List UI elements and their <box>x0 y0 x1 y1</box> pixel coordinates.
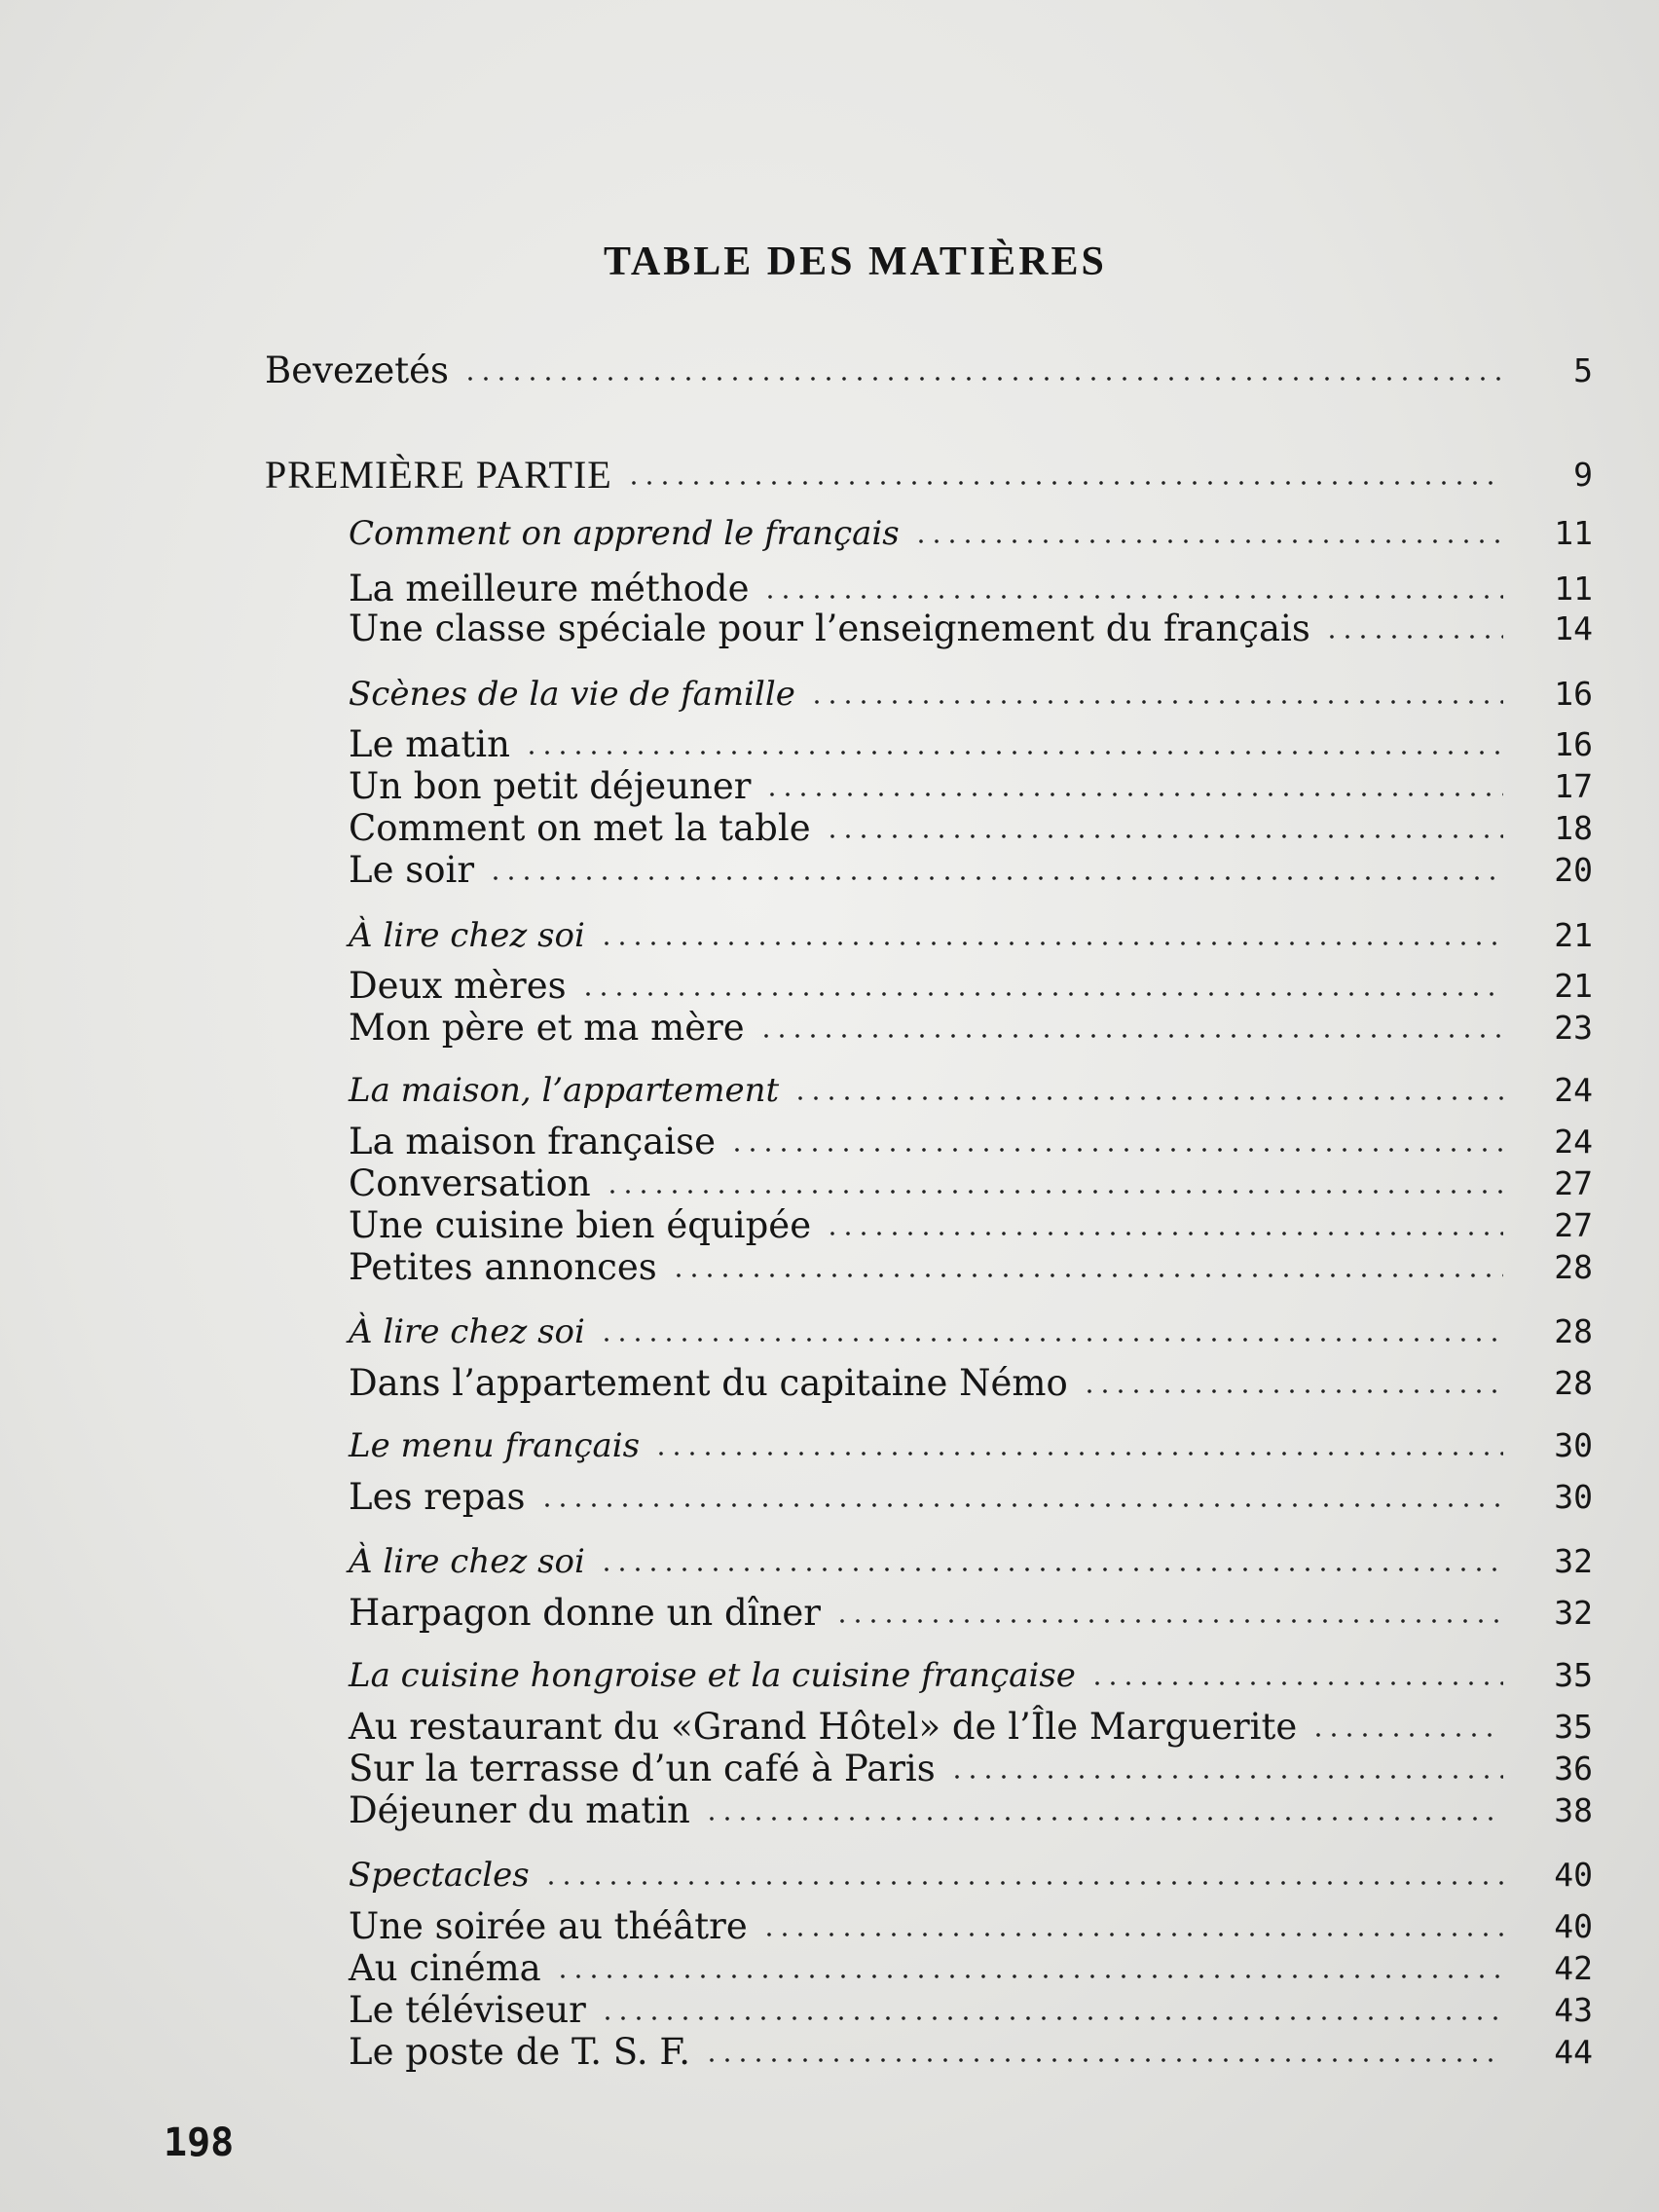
toc-page-number: 24 <box>1554 1071 1593 1109</box>
dot-leader <box>762 594 1503 600</box>
toc-entry <box>349 1006 1593 1051</box>
toc-entry <box>349 1539 1593 1584</box>
toc-entry-label: Une cuisine bien équipée <box>349 1204 812 1246</box>
dot-leader <box>825 833 1503 839</box>
page-title: TABLE DES MATIÈRES <box>604 240 1107 284</box>
toc-entry-label: À lire chez soi <box>349 1312 585 1351</box>
dot-leader <box>555 1973 1503 1979</box>
toc-page-number: 9 <box>1573 456 1593 494</box>
toc-page-number: 38 <box>1554 1791 1593 1829</box>
toc-entry <box>349 1591 1593 1636</box>
toc-page-number: 23 <box>1554 1009 1593 1047</box>
toc-entry <box>349 511 1593 556</box>
toc-page-number: 36 <box>1554 1750 1593 1788</box>
toc-page-number: 18 <box>1554 809 1593 847</box>
toc-entry <box>349 672 1593 717</box>
toc-entry-label: Le soir <box>349 849 475 891</box>
dot-leader <box>764 792 1503 797</box>
toc-entry-label: Dans l’appartement du capitaine Némo <box>349 1362 1068 1404</box>
toc-page-number: 40 <box>1554 1856 1593 1894</box>
dot-leader <box>599 1567 1503 1572</box>
dot-leader <box>671 1272 1503 1278</box>
toc-page-number: 16 <box>1554 675 1593 713</box>
toc-entry <box>349 1309 1593 1354</box>
dot-leader <box>729 1147 1503 1153</box>
toc-entry-label: Une classe spéciale pour l’enseignement du français <box>349 608 1310 649</box>
toc-entry <box>349 964 1593 1009</box>
dot-leader <box>761 1932 1503 1937</box>
toc-page-number: 21 <box>1554 967 1593 1005</box>
toc-entry-label: Le poste de T. S. F. <box>349 2031 691 2073</box>
toc-entry-label: La maison française <box>349 1121 716 1162</box>
toc-entry <box>349 806 1593 851</box>
toc-page-number: 28 <box>1554 1364 1593 1402</box>
toc-entry-label: Sur la terrasse d’un café à Paris <box>349 1748 936 1789</box>
toc-entry-label: Au restaurant du «Grand Hôtel» de l’Île Marguerite <box>349 1706 1298 1748</box>
toc-entry-label: Déjeuner du matin <box>349 1789 690 1831</box>
toc-entry-label: Au cinéma <box>349 1947 541 1989</box>
dot-leader <box>539 1502 1503 1508</box>
toc-entry <box>265 349 1593 393</box>
dot-leader <box>793 1095 1503 1101</box>
toc-entry <box>349 1946 1593 1991</box>
toc-entry-label: Petites annonces <box>349 1246 657 1288</box>
dot-leader <box>825 1231 1503 1236</box>
dot-leader <box>605 1189 1503 1195</box>
toc-entry-label: Scènes de la vie de famille <box>349 675 795 714</box>
toc-entry <box>349 764 1593 809</box>
dot-leader <box>949 1774 1503 1780</box>
dot-leader <box>1324 634 1503 640</box>
toc-entry-label: La meilleure méthode <box>349 568 750 609</box>
toc-page-number: 32 <box>1554 1542 1593 1580</box>
toc-entry <box>349 1245 1593 1290</box>
toc-entry <box>349 1120 1593 1164</box>
toc-page-number: 27 <box>1554 1164 1593 1202</box>
toc-entry <box>349 567 1593 611</box>
toc-page-number: 28 <box>1554 1248 1593 1286</box>
toc-page-number: 17 <box>1554 767 1593 805</box>
toc-entry-label: Le téléviseur <box>349 1989 586 2031</box>
toc-page-number: 40 <box>1554 1907 1593 1945</box>
dot-leader <box>524 750 1503 756</box>
toc-page-number: 32 <box>1554 1594 1593 1632</box>
dot-leader <box>653 1451 1503 1456</box>
toc-entry-label: La cuisine hongroise et la cuisine française <box>349 1656 1076 1695</box>
toc-entry-label: Mon père et ma mère <box>349 1007 745 1049</box>
toc-page-number: 35 <box>1554 1708 1593 1746</box>
toc-page-number: 11 <box>1554 514 1593 552</box>
toc-entry <box>349 1423 1593 1468</box>
dot-leader <box>599 1337 1503 1343</box>
dot-leader <box>599 940 1503 946</box>
dot-leader <box>600 2015 1503 2021</box>
toc-entry-label: PREMIÈRE PARTIE <box>265 453 612 497</box>
toc-entry <box>349 2030 1593 2075</box>
page-folio: 198 <box>164 2120 235 2165</box>
dot-leader <box>1082 1388 1503 1394</box>
toc-entry <box>349 1705 1593 1750</box>
toc-page-number: 44 <box>1554 2033 1593 2071</box>
toc-entry-label: À lire chez soi <box>349 1542 585 1581</box>
toc-entry <box>349 1653 1593 1698</box>
toc-page-number: 35 <box>1554 1656 1593 1694</box>
toc-entry-label: Le menu français <box>349 1426 641 1465</box>
dot-leader <box>626 480 1503 486</box>
toc-entry-label: Comment on met la table <box>349 807 811 849</box>
toc-page-number: 28 <box>1554 1312 1593 1350</box>
toc-entry-label: Un bon petit déjeuner <box>349 765 752 807</box>
toc-entry-label: Comment on apprend le français <box>349 514 900 553</box>
toc-page-number: 14 <box>1554 609 1593 647</box>
dot-leader <box>580 991 1503 997</box>
toc-entry-label: À lire chez soi <box>349 916 585 955</box>
toc-entry-label: Deux mères <box>349 965 567 1007</box>
toc-entry-label: La maison, l’appartement <box>349 1071 780 1110</box>
toc-entry <box>349 1161 1593 1206</box>
dot-leader <box>758 1033 1503 1039</box>
toc-page-number: 30 <box>1554 1478 1593 1516</box>
dot-leader <box>834 1618 1503 1624</box>
toc-entry <box>349 1068 1593 1113</box>
dot-leader <box>913 538 1503 544</box>
toc-entry <box>349 1203 1593 1248</box>
toc-entry <box>349 607 1593 651</box>
toc-entry <box>349 1361 1593 1406</box>
toc-entry-label: Spectacles <box>349 1856 530 1895</box>
toc-entry-label: Une soirée au théâtre <box>349 1905 748 1947</box>
toc-entry <box>349 1475 1593 1520</box>
toc-page-number: 43 <box>1554 1991 1593 2029</box>
dot-leader <box>809 699 1503 705</box>
toc-page-number: 27 <box>1554 1206 1593 1244</box>
toc-entry <box>349 1788 1593 1833</box>
dot-leader <box>704 1816 1503 1822</box>
toc-entry-label: Le matin <box>349 723 510 765</box>
toc-entry <box>349 1904 1593 1949</box>
toc-page-number: 24 <box>1554 1123 1593 1161</box>
dot-leader <box>1089 1680 1503 1686</box>
dot-leader <box>462 376 1503 382</box>
toc-entry <box>349 848 1593 893</box>
toc-entry-label: Les repas <box>349 1476 526 1518</box>
toc-page-number: 20 <box>1554 851 1593 889</box>
toc-page-number: 30 <box>1554 1426 1593 1464</box>
dot-leader <box>488 875 1503 881</box>
toc-entry <box>265 453 1593 498</box>
toc-page-number: 5 <box>1573 351 1593 389</box>
dot-leader <box>1310 1732 1503 1738</box>
toc-entry <box>349 1853 1593 1898</box>
toc-entry-label: Bevezetés <box>265 350 450 391</box>
toc-page-number: 21 <box>1554 916 1593 954</box>
toc-entry <box>349 722 1593 767</box>
toc-entry-label: Conversation <box>349 1162 591 1204</box>
toc-page-number: 16 <box>1554 725 1593 763</box>
toc-entry <box>349 1988 1593 2033</box>
dot-leader <box>543 1880 1503 1886</box>
toc-page-number: 42 <box>1554 1949 1593 1987</box>
toc-entry <box>349 913 1593 958</box>
toc-entry <box>349 1747 1593 1791</box>
toc-entry-label: Harpagon donne un dîner <box>349 1592 821 1634</box>
toc-page-number: 11 <box>1554 570 1593 608</box>
dot-leader <box>704 2057 1503 2063</box>
